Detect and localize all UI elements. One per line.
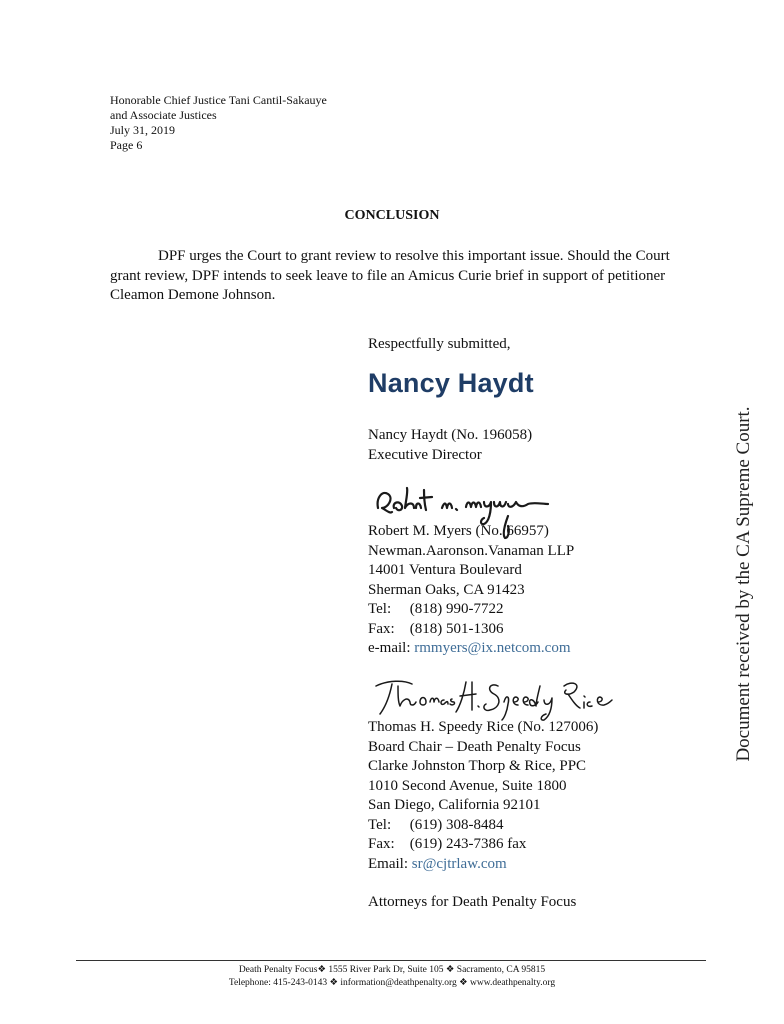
signatory-name: Thomas H. Speedy Rice (No. 127006) xyxy=(368,719,599,735)
signatory-firm: Newman.Aaronson.Vanaman LLP xyxy=(368,542,575,559)
addressee-line: Honorable Chief Justice Tani Cantil-Sakauye xyxy=(110,93,327,107)
signatory-title: Executive Director xyxy=(368,446,482,463)
phone-number: (818) 990-7722 xyxy=(409,601,504,617)
conclusion-text: DPF urges the Court to grant review to resolve this important issue. Should the Court grant review, DPF intends to seek leave to file an Amicus Curie brief in support of petitioner Cleamon Demone Johnson. xyxy=(110,248,670,303)
addressee-line-2: and Associate Justices xyxy=(110,108,217,122)
footer-divider xyxy=(76,960,706,961)
signatory-firm: Clarke Johnston Thorp & Rice, PPC xyxy=(368,758,587,774)
attorneys-for-line: Attorneys for Death Penalty Focus xyxy=(368,894,577,910)
signatory-name: Nancy Haydt (No. 196058) xyxy=(368,427,533,443)
phone-line xyxy=(368,600,574,620)
section-heading: CONCLUSION xyxy=(344,208,440,223)
typed-signature: Nancy Haydt xyxy=(368,368,534,398)
address-line: Sherman Oaks, CA 91423 xyxy=(368,581,525,598)
signatory-myers xyxy=(368,522,574,659)
email-line xyxy=(368,855,598,875)
phone-line xyxy=(368,816,598,836)
closing-line: Respectfully submitted, xyxy=(368,336,511,352)
letter-header xyxy=(110,93,327,153)
address-line: 14001 Ventura Boulevard xyxy=(368,562,522,578)
footer-contact: Telephone: 415-243-0143 ❖ information@deathpenalty.org ❖ www.deathpenalty.org xyxy=(228,978,556,988)
phone-label: Tel: xyxy=(368,816,392,833)
conclusion-paragraph xyxy=(110,247,690,306)
letter-date: July 31, 2019 xyxy=(110,123,176,137)
email-label: e-mail: xyxy=(368,640,411,656)
fax-line xyxy=(368,620,574,640)
court-receipt-stamp: Document received by the CA Supreme Court. xyxy=(733,406,754,762)
fax-number: (818) 501-1306 xyxy=(409,620,504,637)
email-link[interactable]: rmmyers@ix.netcom.com xyxy=(414,640,571,656)
email-line xyxy=(368,639,574,659)
address-line: San Diego, California 92101 xyxy=(368,797,541,813)
signatory-haydt xyxy=(368,426,532,465)
phone-number: (619) 308-8484 xyxy=(409,816,504,833)
page-number: Page 6 xyxy=(110,138,143,152)
fax-line xyxy=(368,835,598,855)
footer-address: Death Penalty Focus❖ 1555 River Park Dr, Suite 105 ❖ Sacramento, CA 95815 xyxy=(238,965,546,975)
email-link[interactable]: sr@cjtrlaw.com xyxy=(411,855,507,872)
signatory-name: Robert M. Myers (No. 66957) xyxy=(368,523,549,539)
fax-label: Fax: xyxy=(368,836,395,852)
fax-number: (619) 243-7386 fax xyxy=(409,836,527,852)
phone-label: Tel: xyxy=(368,601,392,617)
email-label: Email: xyxy=(368,855,408,872)
rice-signature xyxy=(368,672,614,724)
fax-label: Fax: xyxy=(368,620,395,637)
signatory-rice xyxy=(368,718,598,874)
address-line: 1010 Second Avenue, Suite 1800 xyxy=(368,777,567,794)
signatory-role: Board Chair – Death Penalty Focus xyxy=(368,738,581,755)
